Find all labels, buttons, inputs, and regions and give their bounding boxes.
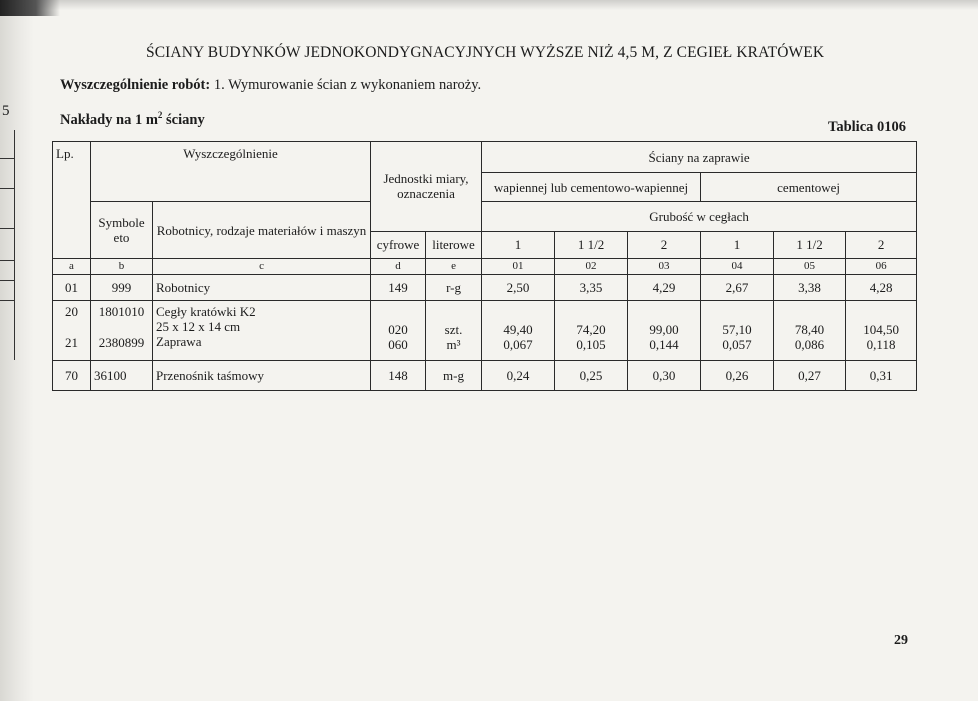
header-row-3 [53, 202, 917, 232]
row-value: 0,067 [503, 337, 533, 352]
index-col-01: 01 [482, 259, 555, 275]
header-thickness-1: 1 [482, 231, 555, 258]
row-cyfrowe: 149 [371, 275, 426, 301]
header-grubosc: Grubość w cegłach [482, 202, 917, 232]
header-thickness-3: 2 [628, 231, 701, 258]
row-value: 2,50 [482, 275, 555, 301]
index-b: b [91, 259, 153, 275]
row-value: 4,28 [846, 275, 917, 301]
table-number: Tablica 0106 [828, 119, 907, 135]
row-value: 0,118 [866, 337, 896, 352]
inputs-heading [60, 110, 205, 129]
header-symbole: Symbole eto [91, 202, 153, 259]
previous-page-table-edge [0, 130, 15, 360]
row-name: Zaprawa [156, 334, 202, 349]
row-value: 0,144 [649, 337, 679, 352]
header-lp-spacer [53, 202, 91, 259]
row-cyfrowe-group [371, 301, 426, 361]
header-wyszczegolnienie: Wyszczególnienie [91, 142, 371, 202]
row-lp: 20 [65, 304, 78, 319]
row-literowe: szt. [444, 322, 463, 337]
header-robotnicy: Robotnicy, rodzaje materiałów i maszyn [153, 202, 371, 259]
row-value: 0,27 [774, 361, 846, 391]
index-col-03: 03 [628, 259, 701, 275]
inputs-heading-sup: 2 [157, 110, 163, 120]
row-value-group [482, 301, 555, 361]
header-wapiennej: wapiennej lub cementowo-wapiennej [482, 173, 701, 202]
header-thickness-4: 1 [701, 231, 774, 258]
row-symbol: 1801010 [98, 304, 145, 319]
row-value: 0,057 [722, 337, 752, 352]
row-value: 49,40 [503, 322, 533, 337]
spec-text: 1. Wymurowanie ścian z wykonaniem naroży. [213, 77, 482, 93]
row-value: 0,26 [701, 361, 774, 391]
row-cyfrowe: 148 [371, 361, 426, 391]
row-lp: 21 [65, 335, 78, 350]
previous-page-number: 5 [2, 103, 10, 119]
header-thickness-6: 2 [846, 231, 917, 258]
row-value: 3,38 [774, 275, 846, 301]
index-col-06: 06 [846, 259, 917, 275]
index-d: d [371, 259, 426, 275]
table-row [53, 275, 917, 301]
row-value: 74,20 [576, 322, 606, 337]
table-row-group [53, 301, 917, 361]
page-number: 29 [894, 633, 908, 648]
row-value: 0,30 [628, 361, 701, 391]
header-thickness-2: 1 1/2 [555, 231, 628, 258]
row-value: 2,67 [701, 275, 774, 301]
row-value-group [628, 301, 701, 361]
table-row [53, 361, 917, 391]
index-a: a [53, 259, 91, 275]
header-cyfrowe: cyfrowe [371, 231, 426, 258]
row-name: Robotnicy [153, 275, 371, 301]
row-value-group [555, 301, 628, 361]
scan-corner [0, 0, 60, 16]
row-literowe: m³ [446, 337, 461, 352]
row-value: 78,40 [794, 322, 825, 337]
index-e: e [426, 259, 482, 275]
row-value: 57,10 [722, 322, 752, 337]
inputs-heading-suffix: ściany [162, 111, 205, 128]
row-name: Cegły kratówki K2 [156, 304, 256, 319]
row-name: Przenośnik taśmowy [153, 361, 371, 391]
row-value: 0,25 [555, 361, 628, 391]
row-value-group [774, 301, 846, 361]
row-literowe: r-g [426, 275, 482, 301]
header-row-1 [53, 142, 917, 173]
index-col-05: 05 [774, 259, 846, 275]
row-symbol-group [91, 301, 153, 361]
row-symbol: 2380899 [98, 335, 145, 350]
row-value: 4,29 [628, 275, 701, 301]
row-value: 0,086 [794, 337, 825, 352]
header-thickness-5: 1 1/2 [774, 231, 846, 258]
row-value: 0,24 [482, 361, 555, 391]
index-row [53, 259, 917, 275]
page-top-shadow [0, 0, 978, 10]
header-jednostki: Jednostki miary, oznaczenia [371, 142, 482, 232]
row-literowe-group [426, 301, 482, 361]
row-lp: 01 [53, 275, 91, 301]
index-c: c [153, 259, 371, 275]
row-value: 3,35 [555, 275, 628, 301]
row-lp-group [53, 301, 91, 361]
index-col-02: 02 [555, 259, 628, 275]
row-value-group [846, 301, 917, 361]
row-value: 99,00 [649, 322, 679, 337]
page-title: ŚCIANY BUDYNKÓW JEDNOKONDYGNACYJNYCH WYŻSZE NIŻ 4,5 M, Z CEGIEŁ KRATÓWEK [146, 44, 825, 61]
row-value: 0,105 [576, 337, 606, 352]
row-cyfrowe: 020 [388, 322, 408, 337]
row-name-dimensions: 25 x 12 x 14 cm [156, 319, 241, 334]
row-lp: 70 [53, 361, 91, 391]
header-lp: Lp. [53, 142, 91, 202]
header-sciany: Ściany na zaprawie [482, 142, 917, 173]
index-col-04: 04 [701, 259, 774, 275]
row-symbol: 999 [91, 275, 153, 301]
spec-label: Wyszczególnienie robót: [60, 77, 211, 93]
row-value: 0,31 [846, 361, 917, 391]
row-value-group [701, 301, 774, 361]
norm-table [52, 141, 917, 391]
row-cyfrowe: 060 [388, 337, 408, 352]
inputs-heading-label: Nakłady na 1 m [60, 111, 158, 128]
row-value: 104,50 [863, 322, 899, 337]
row-symbol: 36100 [91, 361, 153, 391]
row-name-group [153, 301, 371, 361]
row-literowe: m-g [426, 361, 482, 391]
header-cementowej: cementowej [701, 173, 917, 202]
header-literowe: literowe [426, 231, 482, 258]
work-specification [60, 77, 481, 94]
